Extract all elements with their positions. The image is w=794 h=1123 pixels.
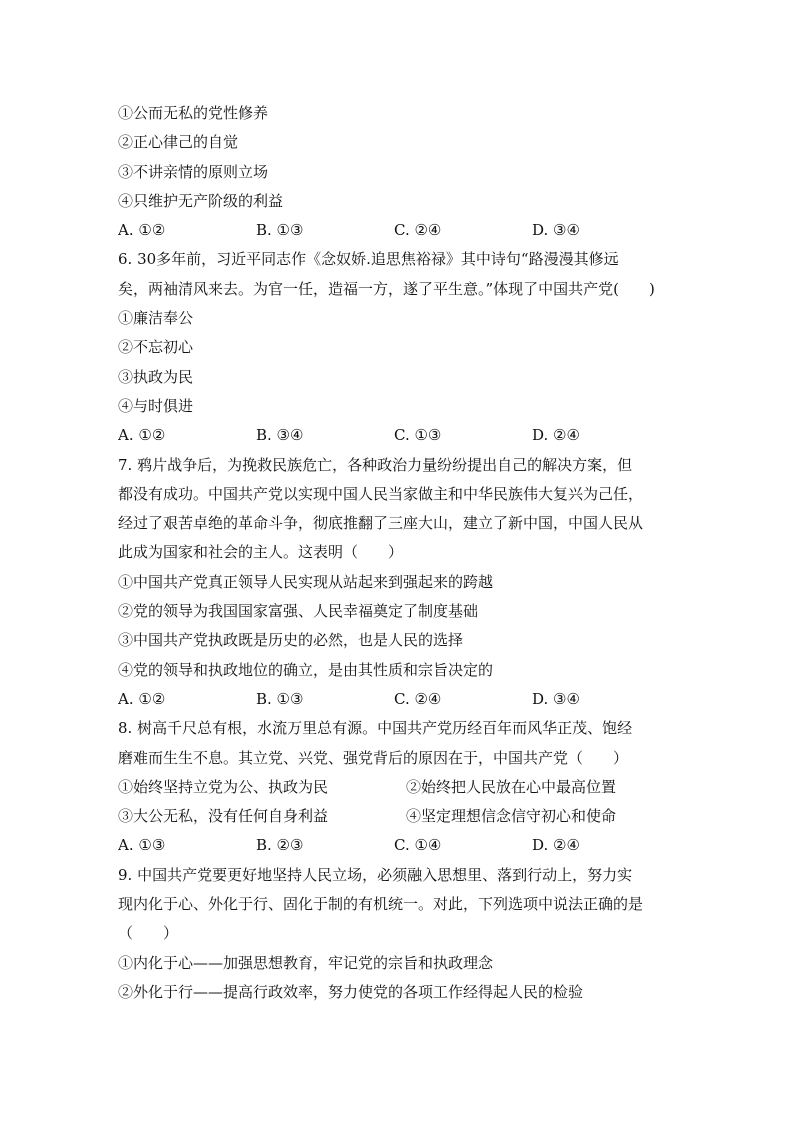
q5-choice-a: A. ①② [118,221,166,240]
q5-option-2: ②正心律己的自觉 [118,133,239,152]
q6-option-3: ③执政为民 [118,367,194,386]
q7-option-3: ③中国共产党执政既是历史的必然，也是人民的选择 [118,631,464,650]
q7-stem-line-2: 都没有成功。中国共产党以实现中国人民当家做主和中华民族伟大复兴为己任， [118,484,644,503]
q6-stem-line-2: 矣，两袖清风来去。为官一任，造福一方，遂了平生意。”体现了中国共产党( ) [118,279,655,298]
q7-choices [118,685,674,714]
q7-choice-b: B. ①③ [256,689,304,708]
q5-option-3: ③不讲亲情的原则立场 [118,162,269,181]
q9-stem-line-2: 现内化于心、外化于行、固化于制的有机统一。对此，下列选项中说法正确的是 [118,895,644,914]
q6-choice-c: C. ①③ [394,426,442,445]
q6-choice-d: D. ②④ [532,426,580,445]
page-content [118,99,674,1007]
q9-option-2: ②外化于行——提高行政效率，努力使党的各项工作经得起人民的检验 [118,982,584,1001]
q5-choices [118,216,674,245]
q7-stem-line-1: 7. 鸦片战争后，为挽救民族危亡，各种政治力量纷纷提出自己的解决方案，但 [118,455,633,474]
q7-choice-a: A. ①② [118,689,166,708]
q7-stem-line-3: 经过了艰苦卓绝的革命斗争，彻底推翻了三座大山，建立了新中国，中国人民从 [118,514,644,533]
q6-choice-b: B. ③④ [256,426,304,445]
q8-choice-c: C. ①④ [394,836,442,855]
q7-option-1: ①中国共产党真正领导人民实现从站起来到强起来的跨越 [118,572,494,591]
q7-choice-d: D. ③④ [532,689,580,708]
q8-stem-line-2: 磨难而生生不息。其立党、兴党、强党背后的原因在于，中国共产党（ ） [118,748,629,767]
q8-choice-b: B. ②③ [256,836,304,855]
q5-option-1: ①公而无私的党性修养 [118,104,269,122]
q8-option-row-1 [118,773,674,802]
q5-choice-b: B. ①③ [256,221,304,240]
q8-option-1: ①始终坚持立党为公、执政为民 [118,777,329,796]
q7-choice-c: C. ②④ [394,689,442,708]
q7-stem-line-4: 此成为国家和社会的主人。这表明（ ） [118,543,404,562]
q5-choice-c: C. ②④ [394,221,442,240]
q8-option-2: ②始终把人民放在心中最高位置 [406,777,617,796]
q8-option-3: ③大公无私，没有任何自身利益 [118,807,329,826]
q6-option-4: ④与时俱进 [118,396,194,415]
q9-stem-line-1: 9. 中国共产党要更好地坚持人民立场，必须融入思想里、落到行动上，努力实 [118,865,633,884]
q6-option-2: ②不忘初心 [118,338,194,357]
q7-option-4: ④党的领导和执政地位的确立，是由其性质和宗旨决定的 [118,660,494,679]
q6-choices [118,421,674,450]
q8-option-4: ④坚定理想信念信守初心和使命 [406,807,617,826]
q8-option-row-2 [118,802,674,831]
q7-option-2: ②党的领导为我国国家富强、人民幸福奠定了制度基础 [118,602,479,621]
q6-stem-line-1: 6. 30多年前，习近平同志作《念奴娇.追思焦裕禄》其中诗句“路漫漫其修远 [118,250,619,269]
q5-option-4: ④只维护无产阶级的利益 [118,191,284,210]
q6-choice-a: A. ①② [118,426,166,445]
q6-option-1: ①廉洁奉公 [118,309,194,328]
q8-choices [118,831,674,860]
q5-choice-d: D. ③④ [532,221,580,240]
q8-choice-a: A. ①③ [118,836,166,855]
q8-stem-line-1: 8. 树高千尺总有根，水流万里总有源。中国共产党历经百年而风华正茂、饱经 [118,719,633,738]
q8-choice-d: D. ②④ [532,836,580,855]
q9-option-1: ①内化于心——加强思想教育，牢记党的宗旨和执政理念 [118,953,494,972]
q9-stem-line-3: （ ） [118,924,179,943]
